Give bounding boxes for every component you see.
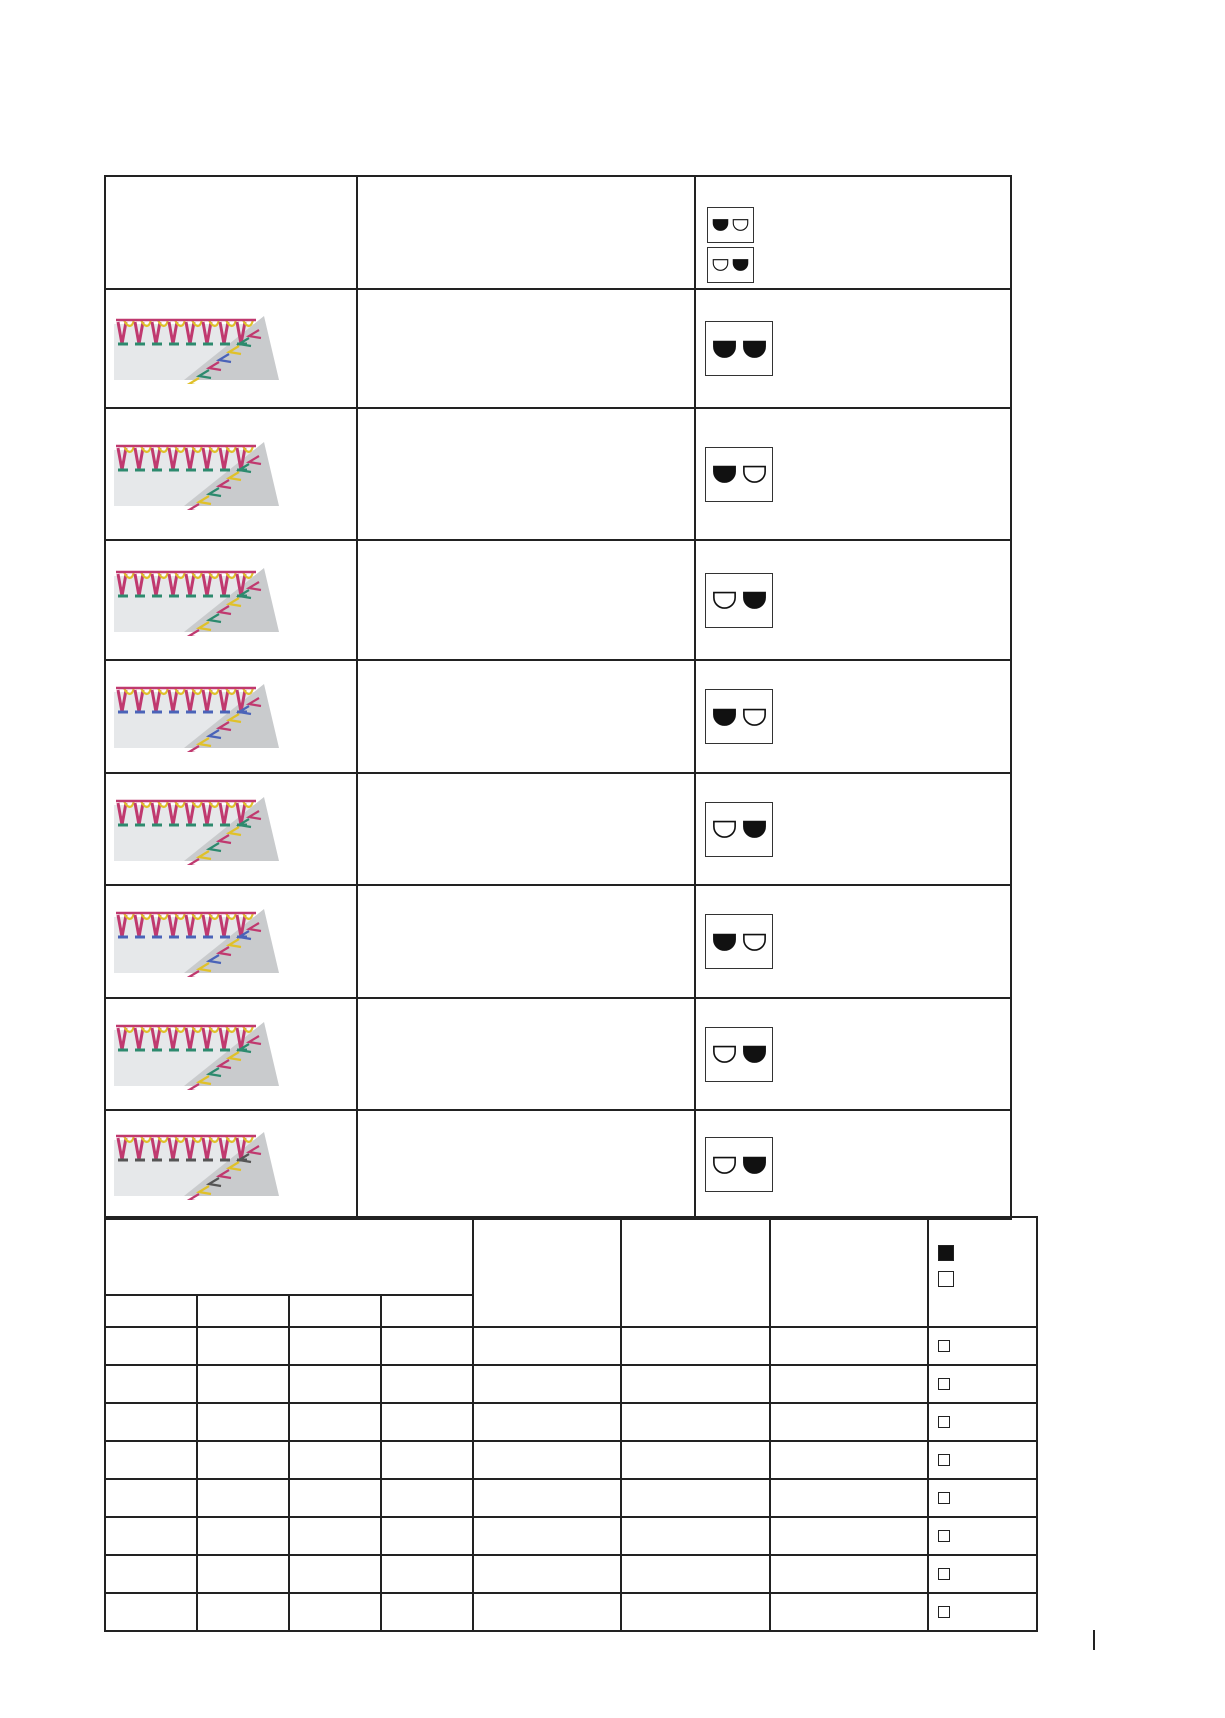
- overedge-2-thread-narrow-swatch-icon: [114, 1014, 279, 1090]
- settings-cell-t3[interactable]: [289, 1365, 381, 1403]
- filled-square-icon: [938, 1245, 954, 1261]
- stitch-header-row: [105, 176, 1011, 289]
- filled-left-needle-icon: [712, 464, 737, 484]
- settings-cell-t1[interactable]: [105, 1555, 197, 1593]
- settings-cell-c[interactable]: [770, 1441, 928, 1479]
- right-needle-needle-position-icon: [707, 247, 754, 283]
- tension-col-2-header: [197, 1295, 289, 1327]
- settings-cell-b[interactable]: [621, 1479, 770, 1517]
- header-needle-cell: [695, 176, 1011, 289]
- settings-cell-t3[interactable]: [289, 1593, 381, 1631]
- settings-cell-t4[interactable]: [381, 1327, 473, 1365]
- settings-row: [105, 1479, 1037, 1517]
- stitch-swatch-cell: [105, 408, 357, 540]
- settings-cell-a[interactable]: [473, 1593, 621, 1631]
- stitch-row: [105, 660, 1011, 773]
- filled-left-needle-icon: [712, 932, 737, 952]
- settings-cell-t2[interactable]: [197, 1403, 289, 1441]
- col-c-header: [770, 1217, 928, 1327]
- settings-checkbox-cell: [928, 1555, 1037, 1593]
- settings-cell-t1[interactable]: [105, 1479, 197, 1517]
- checkbox-legend-header: [928, 1217, 1037, 1327]
- settings-cell-t2[interactable]: [197, 1479, 289, 1517]
- stitch-name-cell: [357, 540, 695, 660]
- col-a-header: [473, 1217, 621, 1327]
- row-checkbox[interactable]: [938, 1568, 950, 1580]
- settings-cell-c[interactable]: [770, 1517, 928, 1555]
- settings-cell-t2[interactable]: [197, 1327, 289, 1365]
- needle-position-cell: [695, 408, 1011, 540]
- settings-cell-t3[interactable]: [289, 1403, 381, 1441]
- overlock-4-thread-swatch-icon: [114, 308, 279, 384]
- stitch-swatch-cell: [105, 998, 357, 1110]
- settings-checkbox-cell: [928, 1517, 1037, 1555]
- settings-row: [105, 1441, 1037, 1479]
- needle-legend-item: [707, 207, 1010, 243]
- row-needle-position-icon: [705, 914, 773, 969]
- empty-left-needle-icon: [712, 819, 737, 839]
- row-checkbox[interactable]: [938, 1606, 950, 1618]
- stitch-swatch-cell: [105, 1110, 357, 1219]
- settings-cell-b[interactable]: [621, 1517, 770, 1555]
- settings-checkbox-cell: [928, 1327, 1037, 1365]
- empty-right-needle-icon: [732, 218, 749, 232]
- row-needle-position-icon: [705, 1027, 773, 1082]
- settings-cell-b[interactable]: [621, 1327, 770, 1365]
- settings-cell-t1[interactable]: [105, 1403, 197, 1441]
- settings-cell-b[interactable]: [621, 1365, 770, 1403]
- stitch-swatch-cell: [105, 540, 357, 660]
- row-checkbox[interactable]: [938, 1454, 950, 1466]
- page-marker: [1093, 1630, 1095, 1650]
- tension-col-3-header: [289, 1295, 381, 1327]
- settings-cell-a[interactable]: [473, 1327, 621, 1365]
- stitch-name-cell: [357, 1110, 695, 1219]
- settings-cell-t1[interactable]: [105, 1593, 197, 1631]
- settings-cell-t4[interactable]: [381, 1441, 473, 1479]
- settings-cell-c[interactable]: [770, 1555, 928, 1593]
- col-b-header: [621, 1217, 770, 1327]
- settings-cell-a[interactable]: [473, 1517, 621, 1555]
- settings-row: [105, 1365, 1037, 1403]
- stitch-table-body: [105, 176, 1011, 1219]
- settings-row: [105, 1593, 1037, 1631]
- stitch-swatch-cell: [105, 660, 357, 773]
- stitch-row: [105, 408, 1011, 540]
- settings-cell-t3[interactable]: [289, 1327, 381, 1365]
- stitch-swatch-cell: [105, 885, 357, 998]
- settings-header-row: [105, 1217, 1037, 1295]
- settings-row: [105, 1555, 1037, 1593]
- row-checkbox[interactable]: [938, 1530, 950, 1542]
- settings-cell-t1[interactable]: [105, 1517, 197, 1555]
- empty-left-needle-icon: [712, 590, 737, 610]
- settings-table: [104, 1216, 1038, 1632]
- tension-col-4-header: [381, 1295, 473, 1327]
- settings-cell-a[interactable]: [473, 1403, 621, 1441]
- filled-right-needle-icon: [732, 258, 749, 272]
- needle-position-cell: [695, 885, 1011, 998]
- empty-square-icon: [938, 1271, 954, 1287]
- settings-checkbox-cell: [928, 1441, 1037, 1479]
- filled-left-needle-icon: [712, 707, 737, 727]
- left-needle-needle-position-icon: [707, 207, 754, 243]
- stitch-row: [105, 289, 1011, 408]
- settings-cell-c[interactable]: [770, 1365, 928, 1403]
- settings-cell-a[interactable]: [473, 1365, 621, 1403]
- settings-cell-c[interactable]: [770, 1403, 928, 1441]
- stitch-name-cell: [357, 885, 695, 998]
- settings-cell-t4[interactable]: [381, 1593, 473, 1631]
- tension-col-1-header: [105, 1295, 197, 1327]
- stitch-row: [105, 773, 1011, 885]
- filled-right-needle-icon: [742, 819, 767, 839]
- empty-right-needle-icon: [742, 707, 767, 727]
- stitch-name-cell: [357, 660, 695, 773]
- settings-cell-t4[interactable]: [381, 1479, 473, 1517]
- row-checkbox[interactable]: [938, 1378, 950, 1390]
- settings-checkbox-cell: [928, 1365, 1037, 1403]
- settings-cell-b[interactable]: [621, 1555, 770, 1593]
- row-checkbox[interactable]: [938, 1492, 950, 1504]
- stitch-row: [105, 885, 1011, 998]
- settings-cell-t3[interactable]: [289, 1555, 381, 1593]
- settings-checkbox-cell: [928, 1479, 1037, 1517]
- settings-cell-t2[interactable]: [197, 1365, 289, 1403]
- settings-cell-t2[interactable]: [197, 1441, 289, 1479]
- settings-cell-a[interactable]: [473, 1441, 621, 1479]
- empty-left-needle-icon: [712, 1044, 737, 1064]
- settings-cell-t4[interactable]: [381, 1517, 473, 1555]
- needle-position-cell: [695, 773, 1011, 885]
- overlock-3-thread-wide-swatch-icon: [114, 434, 279, 510]
- row-needle-position-icon: [705, 573, 773, 628]
- empty-right-needle-icon: [742, 464, 767, 484]
- row-needle-position-icon: [705, 321, 773, 376]
- settings-cell-t2[interactable]: [197, 1555, 289, 1593]
- settings-checkbox-cell: [928, 1403, 1037, 1441]
- stitch-row: [105, 1110, 1011, 1219]
- header-name-cell: [357, 176, 695, 289]
- empty-left-needle-icon: [712, 1155, 737, 1175]
- overlock-3-thread-narrow-swatch-icon: [114, 560, 279, 636]
- stitch-swatch-cell: [105, 289, 357, 408]
- settings-cell-t1[interactable]: [105, 1441, 197, 1479]
- stitch-name-cell: [357, 408, 695, 540]
- needle-legend-item: [707, 247, 1010, 283]
- settings-cell-b[interactable]: [621, 1441, 770, 1479]
- stitch-name-cell: [357, 998, 695, 1110]
- filled-right-needle-icon: [742, 339, 767, 359]
- row-needle-position-icon: [705, 1137, 773, 1192]
- settings-cell-t1[interactable]: [105, 1365, 197, 1403]
- filled-right-needle-icon: [742, 590, 767, 610]
- needle-position-cell: [695, 289, 1011, 408]
- flatlock-narrow-swatch-icon: [114, 789, 279, 865]
- settings-cell-t4[interactable]: [381, 1365, 473, 1403]
- overedge-2-thread-wide-swatch-icon: [114, 901, 279, 977]
- filled-right-needle-icon: [742, 1155, 767, 1175]
- row-needle-position-icon: [705, 689, 773, 744]
- needle-position-cell: [695, 540, 1011, 660]
- row-checkbox[interactable]: [938, 1416, 950, 1428]
- settings-cell-t2[interactable]: [197, 1593, 289, 1631]
- needle-position-cell: [695, 660, 1011, 773]
- needle-legend: [707, 207, 1010, 283]
- settings-cell-c[interactable]: [770, 1593, 928, 1631]
- settings-cell-c[interactable]: [770, 1479, 928, 1517]
- settings-cell-b[interactable]: [621, 1403, 770, 1441]
- settings-cell-b[interactable]: [621, 1593, 770, 1631]
- settings-cell-t3[interactable]: [289, 1479, 381, 1517]
- needle-position-cell: [695, 998, 1011, 1110]
- row-checkbox[interactable]: [938, 1340, 950, 1352]
- settings-cell-t4[interactable]: [381, 1555, 473, 1593]
- flatlock-wide-swatch-icon: [114, 676, 279, 752]
- settings-table-body: [105, 1217, 1037, 1631]
- settings-cell-a[interactable]: [473, 1479, 621, 1517]
- rolled-hem-swatch-icon: [114, 1124, 279, 1200]
- row-needle-position-icon: [705, 802, 773, 857]
- settings-row: [105, 1517, 1037, 1555]
- settings-cell-t2[interactable]: [197, 1517, 289, 1555]
- stitch-row: [105, 998, 1011, 1110]
- checkbox-legend: [938, 1245, 1036, 1287]
- settings-checkbox-cell: [928, 1593, 1037, 1631]
- settings-cell-t4[interactable]: [381, 1403, 473, 1441]
- filled-right-needle-icon: [742, 1044, 767, 1064]
- settings-row: [105, 1403, 1037, 1441]
- filled-left-needle-icon: [712, 339, 737, 359]
- settings-row: [105, 1327, 1037, 1365]
- empty-left-needle-icon: [712, 258, 729, 272]
- header-image-cell: [105, 176, 357, 289]
- settings-cell-t3[interactable]: [289, 1441, 381, 1479]
- stitch-name-cell: [357, 289, 695, 408]
- settings-cell-t1[interactable]: [105, 1327, 197, 1365]
- stitch-swatch-cell: [105, 773, 357, 885]
- stitch-row: [105, 540, 1011, 660]
- row-needle-position-icon: [705, 447, 773, 502]
- needle-position-cell: [695, 1110, 1011, 1219]
- settings-cell-c[interactable]: [770, 1327, 928, 1365]
- tension-group-header: [105, 1217, 473, 1295]
- filled-left-needle-icon: [712, 218, 729, 232]
- stitch-table: [104, 175, 1012, 1220]
- settings-cell-t3[interactable]: [289, 1517, 381, 1555]
- settings-cell-a[interactable]: [473, 1555, 621, 1593]
- stitch-name-cell: [357, 773, 695, 885]
- empty-right-needle-icon: [742, 932, 767, 952]
